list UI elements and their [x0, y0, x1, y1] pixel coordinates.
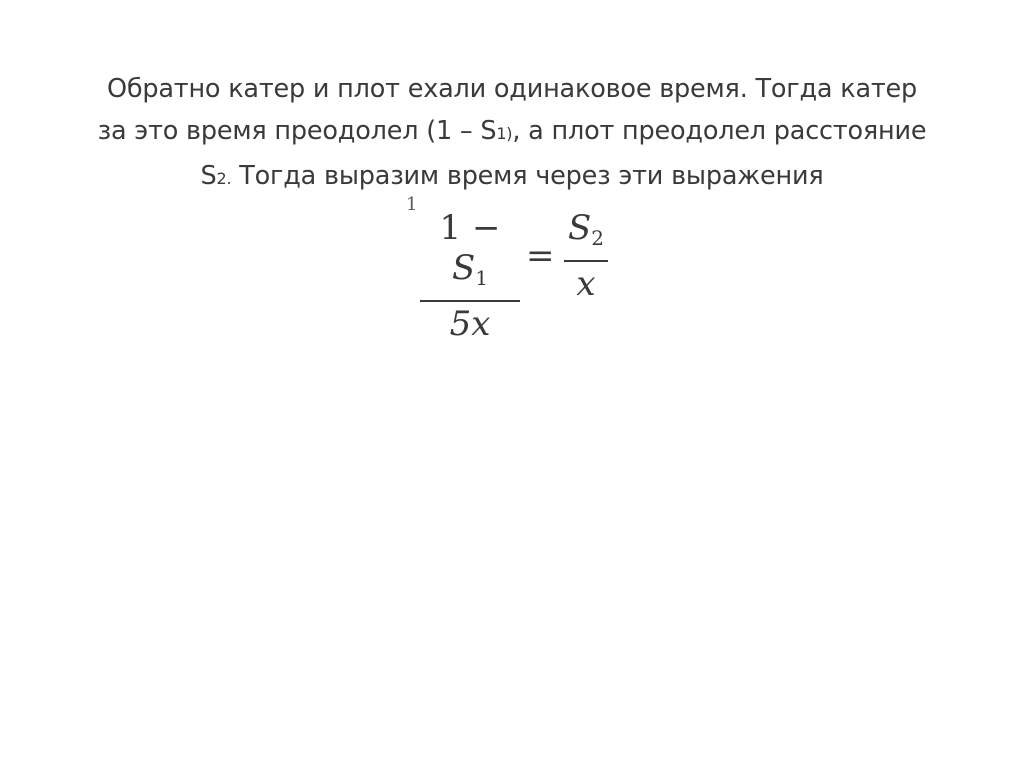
equals-sign: =	[526, 236, 555, 276]
left-fraction-bar	[420, 300, 520, 302]
right-denominator: x	[576, 264, 596, 304]
paragraph-line-2	[40, 110, 984, 155]
paragraph-line-1: Обратно катер и плот ехали одинаковое время. Тогда катер	[106, 74, 918, 104]
equation	[398, 190, 618, 344]
line-3-text-a: S	[200, 161, 217, 191]
right-numerator-var: S	[567, 208, 592, 248]
right-numerator-sub: 2	[591, 226, 605, 250]
line-2-text-a: за это время преодолел (1 – S	[97, 116, 497, 146]
left-numerator	[420, 208, 520, 298]
line-3-subscript: 2.	[216, 169, 232, 188]
equation-ghost-digit: 1	[406, 194, 418, 215]
right-fraction	[564, 208, 608, 304]
left-fraction	[420, 208, 520, 344]
body-paragraph	[40, 68, 984, 200]
line-2-text-b: , а плот преодолел расстояние	[512, 116, 927, 146]
left-numerator-sub: 1	[475, 266, 489, 290]
right-numerator	[564, 208, 608, 258]
left-denominator: 5x	[449, 304, 491, 344]
line-3-text-b: Тогда выразим время через эти выражения	[231, 161, 824, 191]
right-fraction-bar	[564, 260, 608, 262]
line-2-subscript: 1)	[496, 124, 513, 143]
left-numerator-text: 1 −	[439, 208, 501, 248]
left-numerator-var: S	[451, 248, 476, 288]
